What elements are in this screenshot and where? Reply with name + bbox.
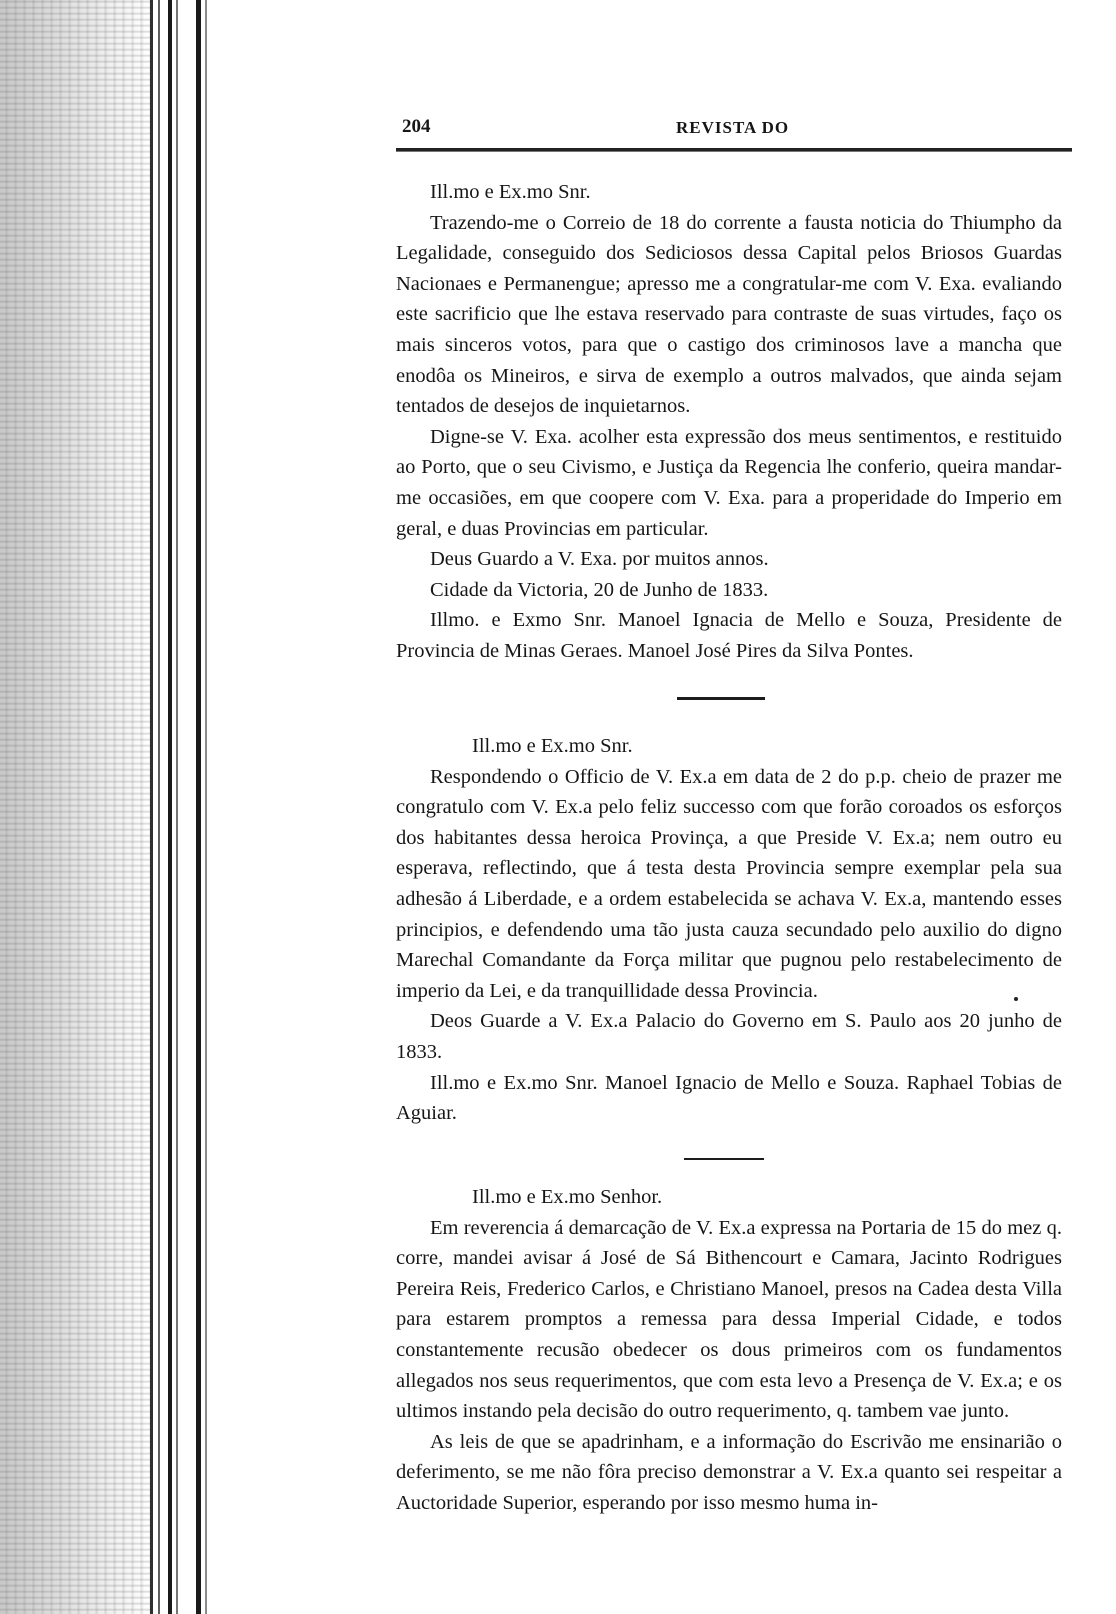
letter-2 [396, 731, 1062, 1129]
binding-line [205, 0, 207, 1614]
section-separator [684, 1158, 764, 1160]
section-separator [677, 697, 765, 700]
letter-salutation: Ill.mo e Ex.mo Snr. [430, 181, 591, 203]
binding-line [158, 0, 160, 1614]
binding-line [150, 0, 153, 1614]
letter-1 [396, 177, 1062, 667]
letter-addressee-signature: Illmo. e Exmo Snr. Manoel Ignacia de Mello e Souza, Presidente de Provincia de Minas Geraes. Manoel José Pires da Silva Pontes. [396, 609, 1062, 662]
binding-line [196, 0, 201, 1614]
letter-closing: Deus Guardo a V. Exa. por muitos annos. [430, 548, 769, 571]
letter-paragraph: Digne-se V. Exa. acolher esta expressão dos meus sentimentos, e restituido ao Porto, que o seu Civismo, e Justiça da Regencia lhe conferio, queira mandar-me occasiões, em que coopere com V. Exa. para a properidade do Imperio em geral, e duas Provincias em particular. [396, 425, 1062, 540]
binding-line [168, 0, 172, 1614]
print-speck [1014, 997, 1018, 1001]
letter-salutation: Ill.mo e Ex.mo Snr. [472, 735, 633, 757]
letter-place-date: Cidade da Victoria, 20 de Junho de 1833. [430, 578, 769, 601]
letter-closing: Deos Guarde a V. Ex.a Palacio do Governo em S. Paulo aos 20 junho de 1833. [396, 1010, 1062, 1063]
letter-paragraph: Trazendo-me o Correio de 18 do corrente a fausta noticia do Thiumpho da Legalidade, conseguido dos Sediciosos dessa Capital pelos Briosos Guardas Nacionaes e Permanengue; apresso me a congratular-me com V. Exa. evaliando este sacrificio que lhe estava reservado para contraste de suas virtudes, faço os mais sinceros votos, para que o castigo dos criminosos lave a mancha que enodôa os Mineiros, e sirva de exemplo a outros malvados, que ainda sejam tentados de desejos de inquietarnos. [396, 211, 1062, 418]
page-binding-gutter [0, 0, 230, 1614]
letter-paragraph: Respondendo o Officio de V. Ex.a em data de 2 do p.p. cheio de prazer me congratulo com V. Ex.a pelo feliz successo com que forão coroados os esforços dos habitantes dessa heroica Provinça, a que Preside V. Ex.a; nem outro eu esperava, reflectindo, que á testa desta Provincia sempre exemplar pela sua adhesão á Liberdade, e a ordem estabelecida se achava V. Ex.a, mantendo esses principios, e defendendo uma tão justa cauza secundado pelo auxilio do digno Marechal Comandante da Força militar que pugnou pelo restabelecimento de imperio da Lei, e da tranquillidade dessa Provincia. [396, 765, 1062, 1002]
letter-3 [396, 1182, 1062, 1519]
letter-paragraph: Em reverencia á demarcação de V. Ex.a expressa na Portaria de 15 do mez q. corre, mandei avisar á José de Sá Bithencourt e Camara, Jacinto Rodrigues Pereira Reis, Frederico Carlos, e Christiano Manoel, presos na Cadea desta Villa para estarem promptos a remessa para dessa Imperial Cidade, e todos constantemente recusão obedecer os dous primeiros com os fundamentos allegados nos seus requerimentos, que com esta levo a Presença de V. Ex.a; e os ultimos instando pela decisão do outro requerimento, q. tambem vae junto. [396, 1216, 1062, 1423]
scan-noise [0, 0, 150, 1614]
letter-salutation: Ill.mo e Ex.mo Senhor. [472, 1186, 663, 1208]
running-header [402, 116, 1072, 140]
journal-title: REVISTA DO [676, 118, 790, 137]
letter-paragraph: As leis de que se apadrinham, e a informação do Escrivão me ensinarião o deferimento, se me não fôra preciso demonstrar a V. Ex.a quanto sei respeitar a Auctoridade Superior, esperando por isso mesmo huma in- [396, 1430, 1062, 1514]
page-number: 204 [402, 116, 431, 137]
binding-line [176, 0, 178, 1614]
header-rule [396, 148, 1072, 152]
letter-addressee-signature: Ill.mo e Ex.mo Snr. Manoel Ignacio de Mello e Souza. Raphael Tobias de Aguiar. [396, 1071, 1062, 1125]
